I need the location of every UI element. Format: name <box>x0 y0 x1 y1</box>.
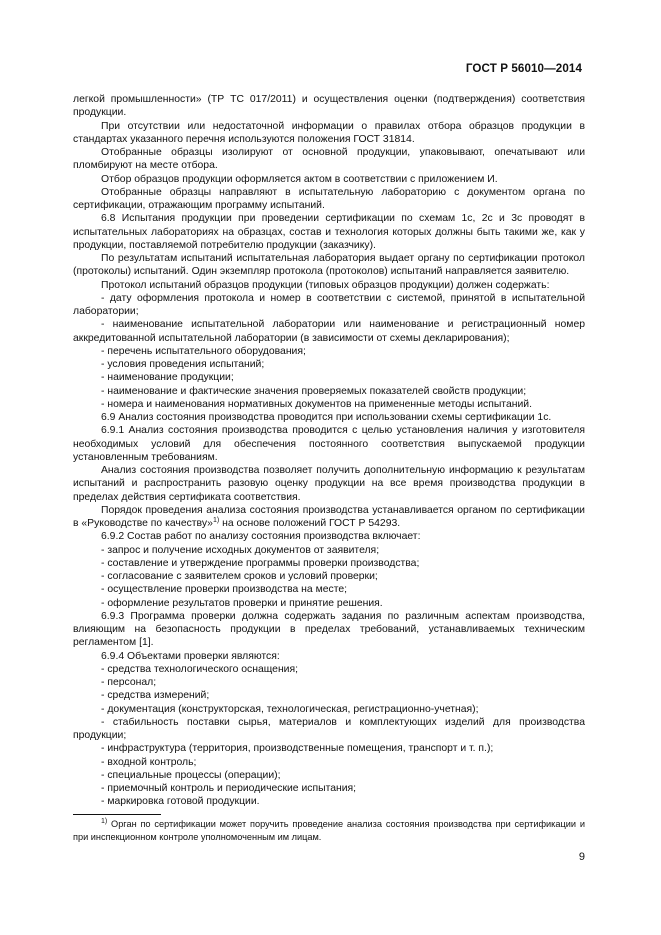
section-6-9-1: 6.9.1 Анализ состояния производства проводится с целью установления наличия у изготовителя необходимых условий для обеспечения постоянного соответствия выпускаемой продукции установленным требованиям. <box>73 425 585 463</box>
footnote-ref: 1) <box>212 517 220 524</box>
page-number: 9 <box>578 851 585 863</box>
section-6-9-4: 6.9.4 Объектами проверки являются: <box>101 650 280 662</box>
section-6-9-2: 6.9.2 Состав работ по анализу состояния производства включает: <box>101 531 421 543</box>
list-item: - приемочный контроль и периодические испытания; <box>101 783 357 794</box>
list-item: - входной контроль; <box>101 756 197 768</box>
document-body <box>73 93 585 809</box>
list-item: - инфраструктура (территория, производственные помещения, транспорт и т. п.); <box>101 743 494 755</box>
list-item: - номера и наименования нормативных документов на примененные методы испытаний. <box>101 398 532 410</box>
paragraph: Протокол испытаний образцов продукции (типовых образцов продукции) должен содержать: <box>101 279 550 291</box>
list-item: - осуществление проверки производства на месте; <box>101 584 348 596</box>
list-item: - стабильность поставки сырья, материалов и комплектующих изделий для производства продукции; <box>73 716 585 741</box>
footnote-separator <box>73 814 161 815</box>
paragraph: Отбор образцов продукции оформляется актом в соответствии с приложением И. <box>101 173 498 185</box>
list-item: - согласование с заявителем сроков и условий проверки; <box>101 571 378 582</box>
list-item: - средства измерений; <box>101 690 210 702</box>
paragraph-with-footnote-ref <box>73 504 585 531</box>
list-item: - дату оформления протокола и номер в соответствии с системой, принятой в испытательной лаборатории; <box>73 292 585 317</box>
list-item: - оформление результатов проверки и принятие решения. <box>101 597 383 609</box>
list-item: - наименование продукции; <box>101 372 234 384</box>
list-item: - средства технологического оснащения; <box>101 663 299 675</box>
paragraph: Отобранные образцы направляют в испытательную лабораторию с документом органа по сертификации, отражающим программу испытаний. <box>73 186 585 211</box>
list-item: - документация (конструкторская, технологическая, регистрационно-учетная); <box>101 703 479 715</box>
list-item: - запрос и получение исходных документов от заявителя; <box>101 544 380 556</box>
paragraph-text: Порядок проведения анализа состояния производства устанавливается органом по сертификации в «Руководстве по качеству» <box>73 504 585 529</box>
footnote <box>73 818 585 843</box>
list-item: - наименование испытательной лаборатории или наименование и регистрационный номер аккредитованной испытательной лаборатории (в зависимости от схемы декларирования); <box>73 319 585 344</box>
list-item: - перечень испытательного оборудования; <box>101 345 306 357</box>
list-item: - составление и утверждение программы проверки производства; <box>101 557 420 569</box>
paragraph: Отобранные образцы изолируют от основной продукции, упаковывают, опечатывают или пломбируют на месте отбора. <box>73 147 585 172</box>
list-item: - наименование и фактические значения проверяемых показателей свойств продукции; <box>101 385 527 397</box>
section-6-9: 6.9 Анализ состояния производства проводится при использовании схемы сертификации 1с. <box>101 412 552 423</box>
paragraph-tail: на основе положений ГОСТ Р 54293. <box>219 518 401 529</box>
document-header: ГОСТ Р 56010—2014 <box>465 62 582 75</box>
list-item: - условия проведения испытаний; <box>101 359 265 370</box>
paragraph: легкой промышленности» (ТР ТС 017/2011) и осуществления оценки (подтверждения) соответствия продукции. <box>73 94 585 119</box>
list-item: - специальные процессы (операции); <box>101 769 281 781</box>
section-6-9-3: 6.9.3 Программа проверки должна содержать задания по различным аспектам производства, влияющим на безопасность продукции в пределах требований, устанавливаемых техническим регламентом [1]. <box>73 610 585 649</box>
footnote-text: Орган по сертификации может поручить проведение анализа состояния производства при сертификации и при инспекционном контроле уполномоченным им лицам. <box>73 819 585 842</box>
paragraph: При отсутствии или недостаточной информации о правилах отбора образцов продукции в стандартах указанного перечня используются положения ГОСТ 31814. <box>73 120 585 145</box>
paragraph: По результатам испытаний испытательная лаборатория выдает органу по сертификации протокол (протоколы) испытаний. Один экземпляр протокола (протоколов) испытаний направляется заявителю. <box>73 253 585 278</box>
footnote-mark: 1) <box>101 818 108 825</box>
list-item: - персонал; <box>101 677 157 688</box>
paragraph: Анализ состояния производства позволяет получить дополнительную информацию к результатам испытаний и распространить разовую оценку продукции на все время производства продукции в пределах действия сертификата соответствия. <box>73 465 585 503</box>
section-6-8: 6.8 Испытания продукции при проведении сертификации по схемам 1с, 2с и 3с проводят в испытательных лабораториях на образцах, состав и технология которых должны быть такими же, как у продукции, поставляемой потребителю продукции (заказчику). <box>73 213 585 251</box>
list-item: - маркировка готовой продукции. <box>101 796 260 808</box>
